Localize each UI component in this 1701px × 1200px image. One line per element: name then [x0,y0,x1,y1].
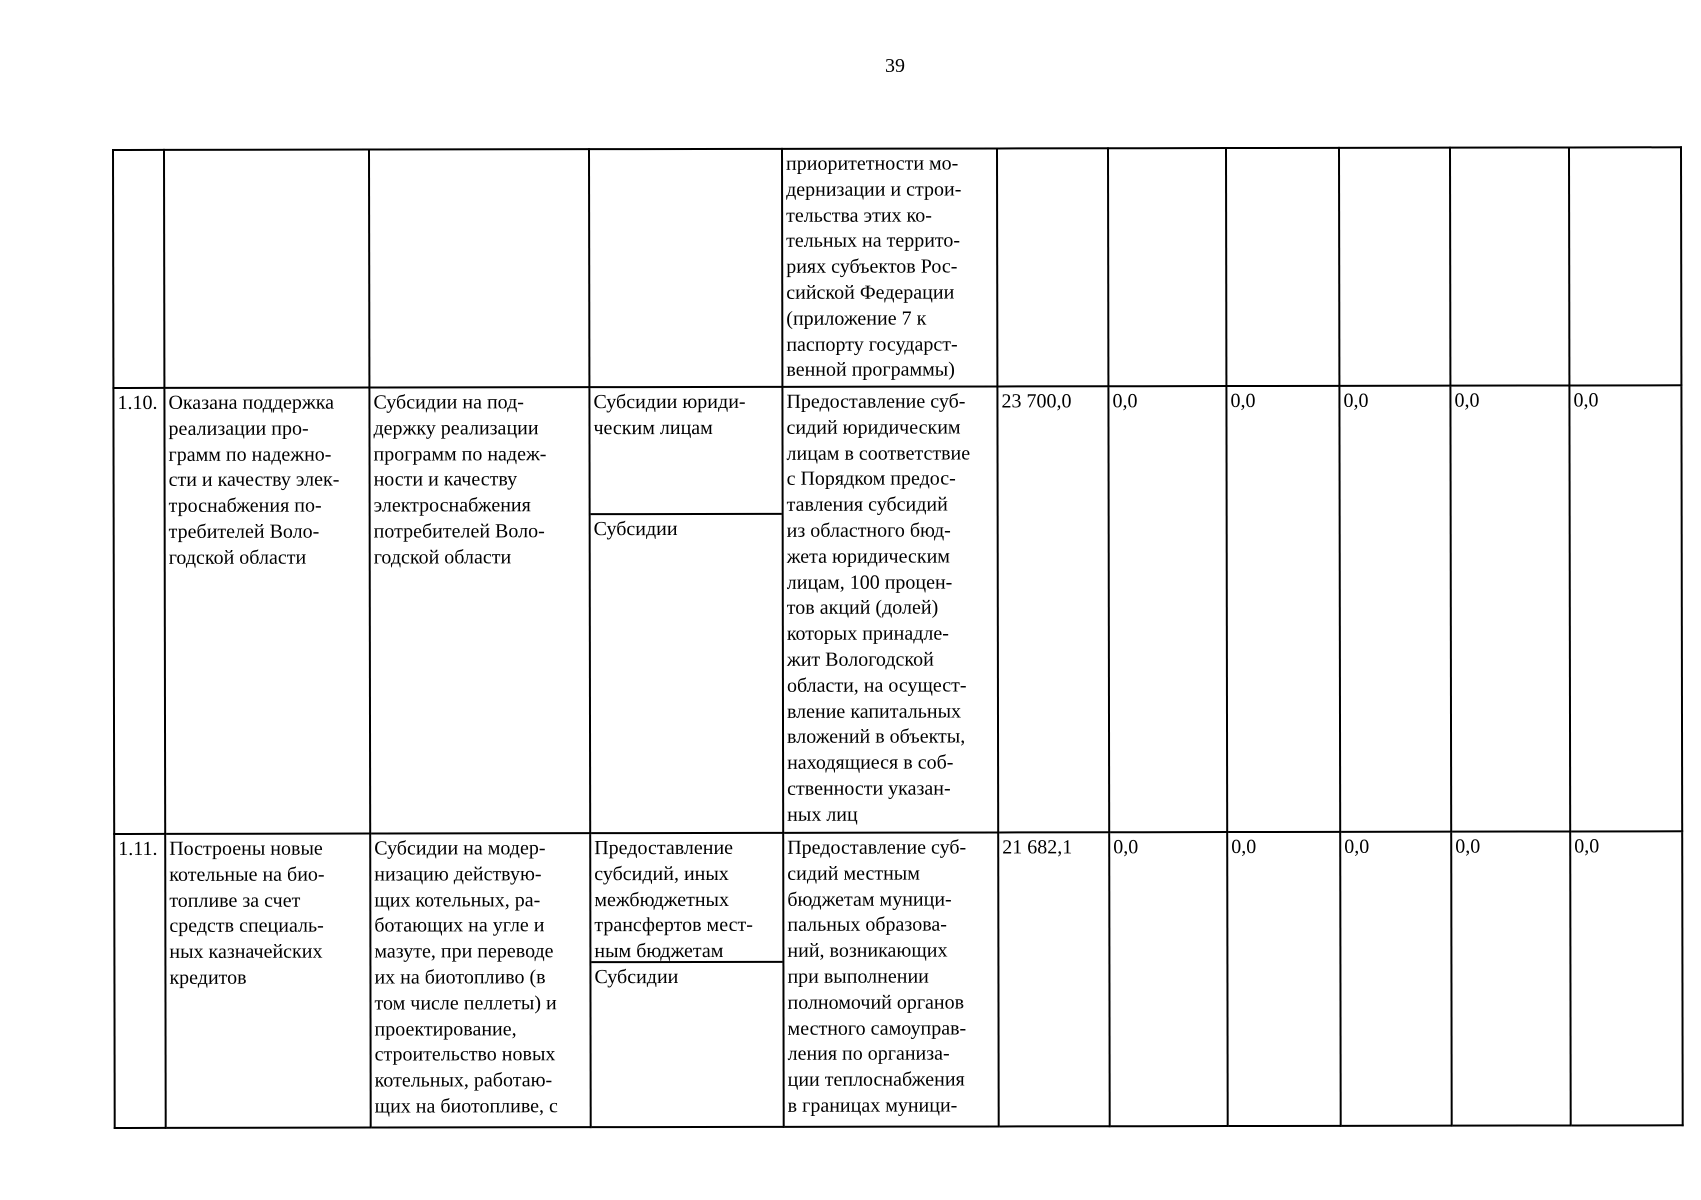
measure-cell: Субсидии на под- держку реализации программ по надеж- ности и качеству электроснабжения потребителей Воло- годской области [369,387,590,833]
value-cell: 0,0 [1450,385,1570,831]
value-cell [1569,147,1681,385]
row-number-cell [113,150,164,388]
result-cell [164,150,369,388]
value-cell [1108,148,1226,386]
funding-type-top: Предоставление субсидий, иных межбюджетных трансфертов мест- ным бюджетам [591,834,782,963]
value-cell [1339,148,1450,386]
funding-type-cell [589,387,783,833]
funding-type-bottom: Субсидии [593,518,678,541]
result-cell: Построены новые котельные на био- топливе за счет средств специаль- ных казначейских кредитов [165,834,371,1128]
page-number: 39 [885,55,905,77]
funding-type-bottom: Субсидии [594,966,679,989]
funding-type-cell [590,833,784,1127]
description-cell: Предоставление суб- сидий юридическим лицам в соответствие с Порядком предос- тавления субсидий из областного бюд- жета юридическим лицам, 100 процен- тов акций (долей) которых принадле- жит Вологодской области, на осущест- вление капитальных вложений в объекты, находящиеся в соб- ственности указан- ных лиц [782,386,998,832]
description-cell: приоритетности мо- дернизации и строи- тельства этих ко- тельных на террито- риях субъектов Рос- сийской Федерации (приложение 7 к паспорту государст- венной программы) [782,148,997,386]
value-cell: 0,0 [1570,831,1683,1125]
table-row [114,831,1683,1128]
program-table [112,146,1684,1129]
measure-cell: Субсидии на модер- низацию действую- щих котельных, ра- ботающих на угле и мазуте, при переводе их на биотопливо (в том числе пеллеты) и проектирование, строительство новых котельных, работаю- щих на биотопливе, с [370,833,591,1127]
value-cell: 0,0 [1226,386,1340,832]
value-cell: 0,0 [1227,832,1341,1126]
value-cell: 0,0 [1340,832,1452,1126]
value-cell: 0,0 [1339,386,1451,832]
row-number-cell: 1.10. [113,388,165,834]
table-row [113,147,1681,388]
value-cell: 0,0 [1569,385,1682,831]
table-row [113,385,1682,834]
funding-type-top: Субсидии юриди- ческим лицам [590,388,781,515]
value-cell: 0,0 [1108,386,1227,832]
value-cell: 0,0 [1109,832,1228,1126]
funding-type-cell [589,149,782,387]
description-cell: Предоставление суб- сидий местным бюджетам муници- пальных образова- ний, возникающих при выполнении полномочий органов местного самоуправ- ления по организа- ции теплоснабжения в границах муници- [783,832,999,1126]
value-cell [1450,147,1569,385]
value-cell: 23 700,0 [997,386,1109,832]
measure-cell [369,149,589,387]
row-number-cell: 1.11. [114,834,166,1128]
value-cell: 0,0 [1451,831,1571,1125]
result-cell: Оказана поддержка реализации про- грамм по надежно- сти и качеству элек- троснабжения по- требителей Воло- годской области [164,388,370,834]
value-cell [1226,148,1339,386]
value-cell: 21 682,1 [998,832,1110,1126]
value-cell [997,148,1108,386]
